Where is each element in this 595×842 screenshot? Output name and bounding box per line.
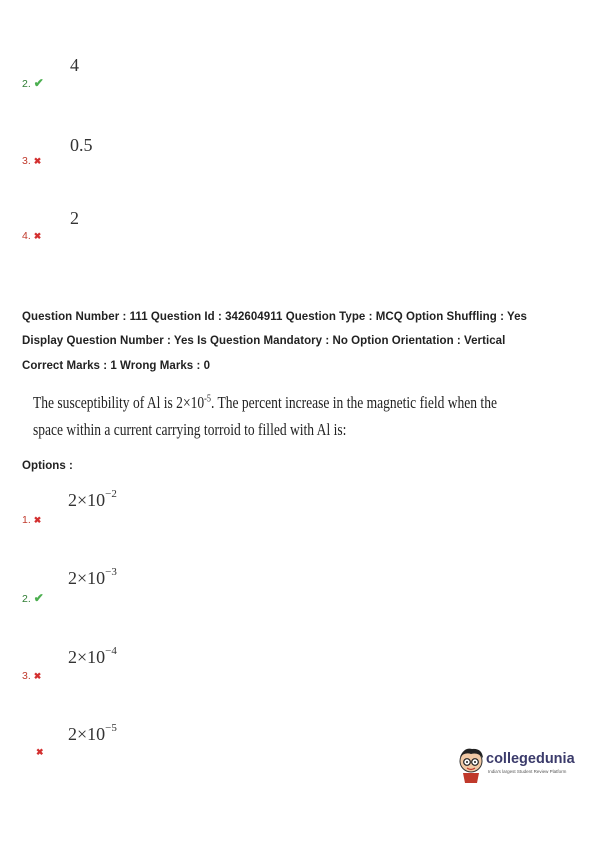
option-exponent: −3 <box>105 566 117 578</box>
option-exponent: −2 <box>105 488 117 500</box>
cross-icon: ✖ <box>33 156 42 166</box>
option-3-label <box>22 155 41 167</box>
option-number: 3. <box>22 155 31 167</box>
cross-icon: ✖ <box>33 671 42 681</box>
option-1-value <box>68 490 117 511</box>
check-icon: ✔ <box>33 591 44 605</box>
option-4-label <box>22 230 41 242</box>
question-meta-line3: Correct Marks : 1 Wrong Marks : 0 <box>22 360 211 372</box>
question-meta-line2: Display Question Number : Yes Is Question Mandatory : No Option Orientation : Vertical <box>22 335 506 347</box>
logo-tagline: India's largest Student Review Platform <box>488 769 567 774</box>
mascot-icon <box>456 745 486 785</box>
question-text-line1 <box>33 393 497 413</box>
cross-icon: ✖ <box>36 747 44 757</box>
option-number: 2. <box>22 593 31 605</box>
option-exponent: −4 <box>105 645 117 657</box>
question-text-exponent: -5 <box>204 393 211 405</box>
option-exponent: −5 <box>105 722 117 734</box>
question-meta-line1: Question Number : 111 Question Id : 342604911 Question Type : MCQ Option Shuffling : Yes <box>22 311 527 323</box>
option-base: 2×10 <box>68 568 106 588</box>
option-3b-value <box>68 647 117 668</box>
question-text-line2: space within a current carrying torroid to filled with Al is: <box>33 420 347 439</box>
option-number: 2. <box>22 78 31 90</box>
question-text-part2: . The percent increase in the magnetic field when the <box>210 393 497 412</box>
option-base: 2×10 <box>68 647 106 667</box>
cross-icon: ✖ <box>33 231 42 241</box>
option-number: 4. <box>22 230 31 242</box>
option-2-label <box>22 76 44 90</box>
check-icon: ✔ <box>33 76 44 90</box>
option-base: 2×10 <box>68 490 106 510</box>
option-1-label <box>22 514 41 526</box>
option-base: 2×10 <box>68 724 106 744</box>
option-3-value: 0.5 <box>70 135 93 155</box>
cross-icon: ✖ <box>33 515 42 525</box>
option-number: 3. <box>22 670 31 682</box>
option-2b-value <box>68 568 117 589</box>
collegedunia-logo <box>456 745 574 787</box>
logo-name: collegedunia <box>486 751 575 767</box>
option-2b-label <box>22 591 44 605</box>
option-number: 1. <box>22 514 31 526</box>
option-4b-label <box>36 746 44 758</box>
options-label: Options : <box>22 460 73 472</box>
option-4b-value <box>68 724 117 745</box>
question-text-part1: The susceptibility of Al is 2×10 <box>33 393 205 412</box>
option-3b-label <box>22 670 41 682</box>
option-4-value: 2 <box>70 208 79 228</box>
option-2-value: 4 <box>70 55 79 75</box>
